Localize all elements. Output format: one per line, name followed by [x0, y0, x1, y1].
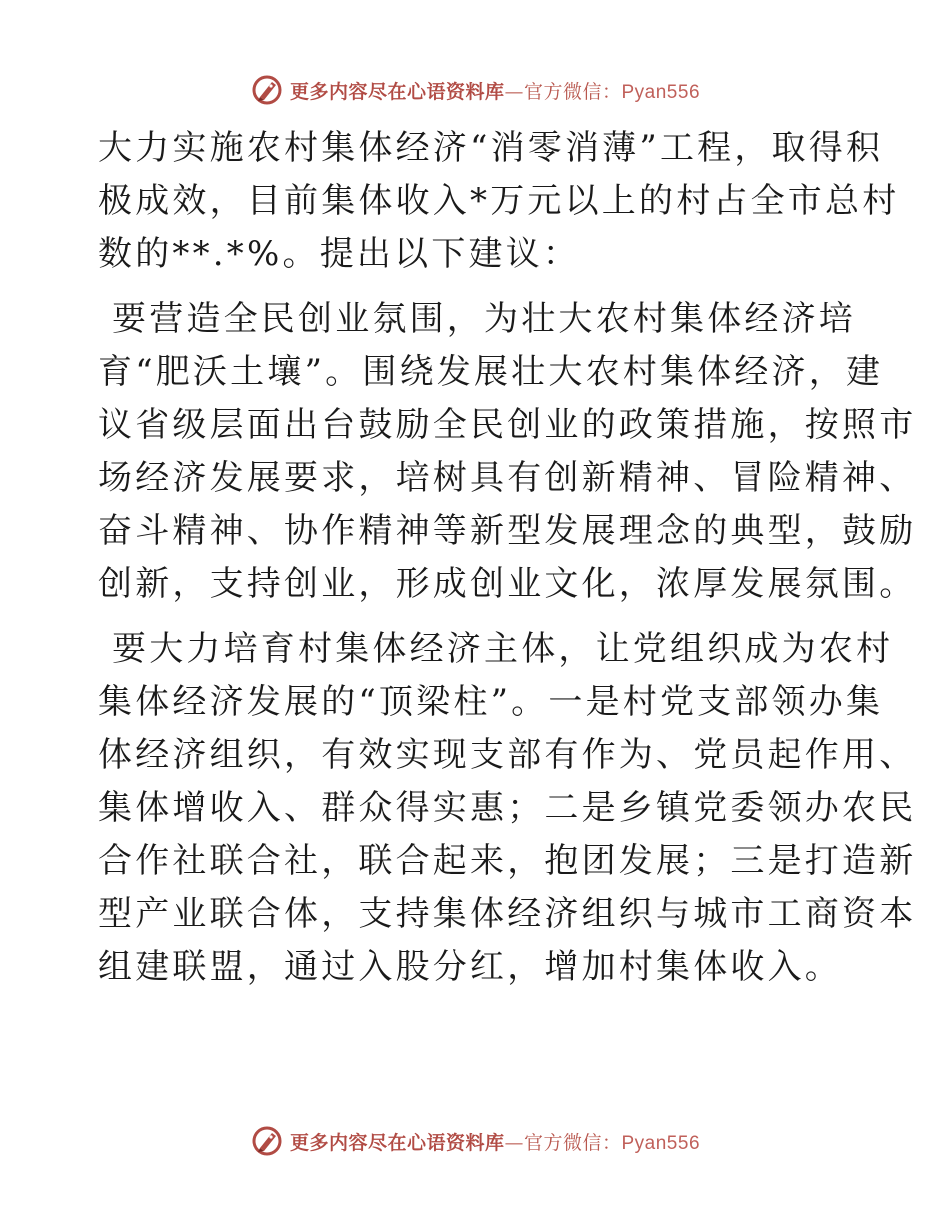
pen-nib-logo-icon [250, 1124, 284, 1158]
text-line: 极成效，目前集体收入*万元以上的村占全市总村 [98, 181, 900, 221]
header-banner-content [250, 73, 700, 107]
footer-banner-content [250, 1124, 700, 1158]
banner-separator: — [504, 1131, 524, 1154]
text-line: 创新，支持创业，形成创业文化，浓厚发展氛围。 [98, 564, 917, 604]
footer-banner [0, 1121, 950, 1161]
text-line: 组建联盟，通过入股分红，增加村集体收入。 [98, 947, 842, 987]
paragraph-entrepreneurship [98, 293, 917, 611]
banner-brand: 更多内容尽在心语资料库 [289, 80, 505, 103]
document-body [98, 122, 917, 994]
text-line: 集体增收入、群众得实惠；二是乡镇党委领办农民 [98, 788, 917, 828]
paragraph-collective-economy [98, 623, 917, 994]
text-line: 型产业联合体，支持集体经济组织与城市工商资本 [98, 894, 917, 934]
banner-wechat-label: 官方微信： [523, 1131, 622, 1154]
text-line: 育“肥沃土壤”。围绕发展壮大农村集体经济，建 [98, 352, 884, 392]
footer-banner-text [290, 1128, 700, 1155]
banner-wechat-label: 官方微信： [523, 80, 622, 103]
text-line: 体经济组织，有效实现支部有作为、党员起作用、 [98, 735, 917, 775]
text-line: 要大力培育村集体经济主体，让党组织成为农村 [98, 629, 894, 669]
text-line: 要营造全民创业氛围，为壮大农村集体经济培 [98, 299, 857, 339]
header-banner-text [290, 77, 700, 104]
paragraph-intro [98, 122, 900, 281]
banner-brand: 更多内容尽在心语资料库 [289, 1131, 505, 1154]
banner-wechat-id: Pyan556 [621, 1132, 701, 1154]
text-line: 大力实施农村集体经济“消零消薄”工程，取得积 [98, 128, 884, 168]
text-line: 奋斗精神、协作精神等新型发展理念的典型，鼓励 [98, 511, 917, 551]
text-line: 合作社联合社，联合起来，抱团发展；三是打造新 [98, 841, 917, 881]
text-line: 议省级层面出台鼓励全民创业的政策措施，按照市 [98, 405, 917, 445]
pen-nib-logo-icon [250, 73, 284, 107]
header-banner [0, 70, 950, 110]
text-line: 集体经济发展的“顶梁柱”。一是村党支部领办集 [98, 682, 884, 722]
text-line: 场经济发展要求，培树具有创新精神、冒险精神、 [98, 458, 917, 498]
text-line: 数的**.*%。提出以下建议： [98, 234, 581, 274]
banner-wechat-id: Pyan556 [621, 81, 701, 103]
banner-separator: — [504, 80, 524, 103]
